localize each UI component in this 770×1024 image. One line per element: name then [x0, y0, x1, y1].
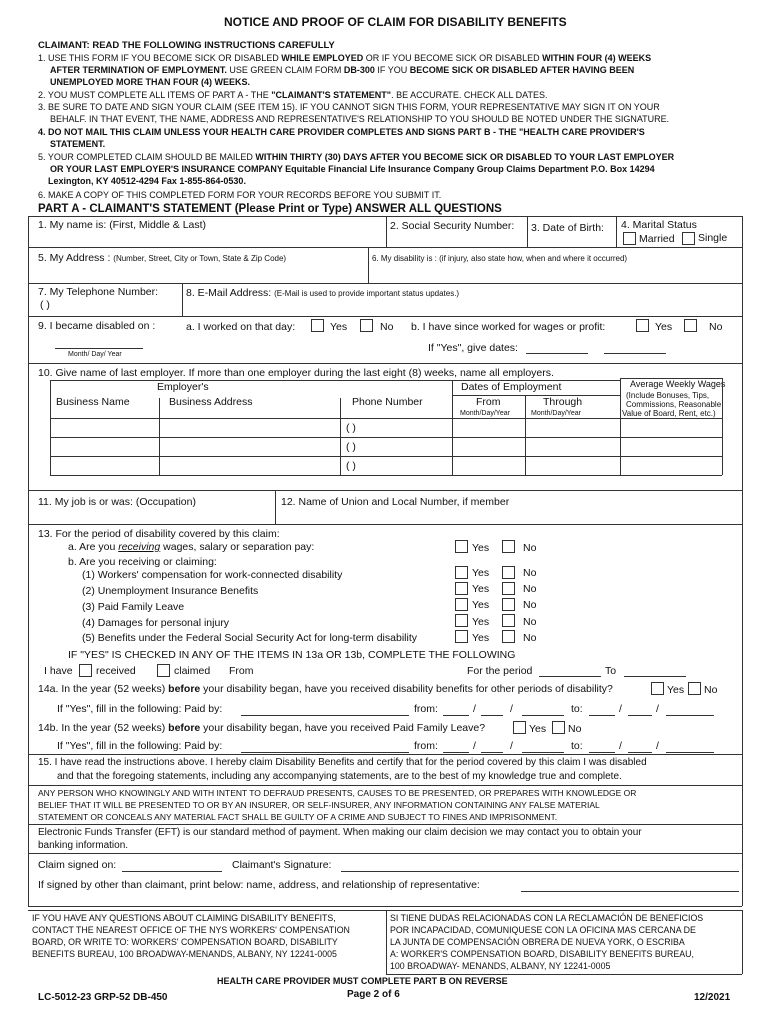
employers-header: Employer's [157, 381, 209, 393]
q9a-label: a. I worked on that day: [186, 321, 296, 333]
claim-signed-label: Claim signed on: [38, 859, 117, 871]
q13b4-label: (4) Damages for personal injury [82, 617, 230, 629]
divider [28, 785, 742, 786]
divider [50, 380, 51, 475]
q10-label: 10. Give name of last employer. If more than one employer during the last eight (8) weeks, name all employers. [38, 367, 554, 379]
border-right [742, 216, 743, 906]
period-underline [539, 676, 601, 677]
q9b-no-checkbox[interactable] [684, 319, 697, 332]
yes-label: Yes [529, 723, 547, 735]
q13b3-label: (3) Paid Family Leave [82, 601, 185, 613]
from-label: From [229, 665, 254, 677]
for-the-period: For the period [467, 665, 533, 677]
divider [28, 247, 742, 248]
no-label: No [523, 567, 537, 579]
phone-number-header: Phone Number [352, 396, 423, 408]
footer-en-3: BOARD, OR WRITE TO: WORKERS' COMPENSATION BOARD, DISABILITY [32, 937, 338, 947]
q1-label: 1. My name is: (First, Middle & Last) [38, 219, 207, 231]
signed-on-underline [122, 871, 222, 872]
divider [620, 378, 722, 379]
q13-if-yes: IF "YES" IS CHECKED IN ANY OF THE ITEMS IN 13a OR 13b, COMPLETE THE FOLLOWING [68, 649, 516, 661]
slash: / [656, 740, 659, 752]
slash: / [619, 740, 622, 752]
date-underline [589, 715, 615, 716]
single-checkbox[interactable] [682, 232, 695, 245]
divider [28, 316, 742, 317]
q13b5-yes-checkbox[interactable] [455, 630, 468, 643]
date-underline [443, 752, 469, 753]
slash: / [510, 740, 513, 752]
revision-date: 12/2021 [694, 992, 731, 1003]
phone-paren-1: ( ) [346, 422, 356, 434]
form-title: NOTICE AND PROOF OF CLAIM FOR DISABILITY BENEFITS [224, 15, 567, 29]
q9b-yes-label: Yes [655, 321, 673, 333]
q14b-label: 14b. In the year (52 weeks) before your disability began, have you received Paid Family Leave? [38, 722, 486, 734]
q13b5-label: (5) Benefits under the Federal Social Security Act for long-term disability [82, 632, 417, 644]
date-underline [522, 752, 564, 753]
q9a-no-checkbox[interactable] [360, 319, 373, 332]
instruction-4-cont: STATEMENT. [50, 139, 106, 149]
footer-en-4: BENEFITS BUREAU, 100 BROADWAY-MENANDS, ALBANY, NY 12241-0005 [32, 949, 337, 959]
no-label: No [523, 542, 537, 554]
footer-es-3: LA JUNTA DE COMPENSACIÓN OBRERA DE NUEVA YORK, O ESCRIBA [390, 937, 685, 947]
q14a-no-checkbox[interactable] [688, 682, 701, 695]
period-underline [624, 676, 686, 677]
q13-label: 13. For the period of disability covered by this claim: [38, 528, 280, 540]
divider [620, 378, 621, 475]
divider [28, 906, 742, 907]
instruction-6: 6. MAKE A COPY OF THIS COMPLETED FORM FOR YOUR RECORDS BEFORE YOU SUBMIT IT. [38, 190, 442, 200]
q8-label: 8. E-Mail Address: (E-Mail is used to provide important status updates.) [186, 287, 460, 299]
q13a-no-checkbox[interactable] [502, 540, 515, 553]
avg-wages-1: Average Weekly Wages [630, 379, 726, 389]
date-underline [628, 715, 652, 716]
name-input[interactable] [38, 232, 378, 245]
q14a-ifyes: If "Yes", fill in the following: Paid by: [57, 703, 223, 715]
divider [386, 974, 742, 975]
q2-label: 2. Social Security Number: [390, 220, 515, 232]
q14a-yes-checkbox[interactable] [651, 682, 664, 695]
married-label: Married [639, 233, 675, 245]
divider [275, 490, 276, 524]
fraud-warning-2: BELIEF THAT IT WILL BE PRESENTED TO OR BY AN INSURER, OR SELF-INSURER, ANY INFORMATION CONTAINING ANY FALSE MATERIAL [38, 800, 600, 810]
form-number: LC-5012-23 GRP-52 DB-450 [38, 992, 168, 1003]
q14b-ifyes: If "Yes", fill in the following: Paid by: [57, 740, 223, 752]
no-label: No [523, 583, 537, 595]
slash: / [473, 703, 476, 715]
paid-by-underline [241, 715, 409, 716]
no-label: No [523, 616, 537, 628]
q13b4-yes-checkbox[interactable] [455, 614, 468, 627]
date-underline [481, 752, 503, 753]
fraud-warning-1: ANY PERSON WHO KNOWINGLY AND WITH INTENT TO DEFRAUD PRESENTS, CAUSES TO BE PRESENTED, OR PREPARES WITH KNOWLEDGE OR [38, 788, 637, 798]
yes-label: Yes [472, 583, 490, 595]
claimed-checkbox[interactable] [157, 664, 170, 677]
q13b1-no-checkbox[interactable] [502, 566, 515, 579]
divider [616, 216, 617, 247]
q13b5-no-checkbox[interactable] [502, 630, 515, 643]
instruction-4: 4. DO NOT MAIL THIS CLAIM UNLESS YOUR HEALTH CARE PROVIDER COMPLETES AND SIGNS PART B - THE "HEALTH CARE PROVIDER'S [38, 127, 645, 137]
date-underline [443, 715, 469, 716]
footer-es-2: POR INCAPACIDAD, COMUNIQUESE CON LA OFICINA MAS CERCANA DE [390, 925, 696, 935]
date-underline [481, 715, 503, 716]
through-mdy: Month/Day/Year [531, 410, 581, 417]
instructions-header: CLAIMANT: READ THE FOLLOWING INSTRUCTIONS CAREFULLY [38, 40, 335, 51]
married-checkbox[interactable] [623, 232, 636, 245]
single-label: Single [698, 232, 728, 244]
divider [28, 363, 742, 364]
q15-line1: 15. I have read the instructions above. I hereby claim Disability Benefits and certify that for the period covered by this claim I was disabled [38, 757, 647, 768]
to-label: To [605, 665, 617, 677]
eft-line1: Electronic Funds Transfer (EFT) is our standard method of payment. When making our claim decision we may contact you to obtain your [38, 827, 642, 838]
q13a-yes-checkbox[interactable] [455, 540, 468, 553]
footer-es-4: A: WORKER'S COMPENSATION BOARD, DISABILITY BENEFITS BUREAU, [390, 949, 694, 959]
q13b1-label: (1) Workers' compensation for work-connected disability [82, 569, 343, 581]
date-underline [666, 715, 714, 716]
yes-label: Yes [472, 599, 490, 611]
if-signed-other: If signed by other than claimant, print below: name, address, and relationship of representative: [38, 879, 480, 891]
instruction-5-cont: OR YOUR LAST EMPLOYER'S INSURANCE COMPANY Equitable Financial Life Insurance Company Group Claims Department P.O. Box 14294 [50, 164, 655, 174]
instruction-5: 5. YOUR COMPLETED CLAIM SHOULD BE MAILED WITHIN THIRTY (30) DAYS AFTER YOU BECOME SICK OR DISABLED TO YOUR LAST EMPLOYER [38, 152, 675, 162]
i-have-label: I have [44, 665, 73, 677]
q13b2-no-checkbox[interactable] [502, 582, 515, 595]
business-address-header: Business Address [169, 396, 253, 408]
footer-en-1: IF YOU HAVE ANY QUESTIONS ABOUT CLAIMING DISABILITY BENEFITS, [32, 913, 336, 923]
q9-label: 9. I became disabled on : [38, 320, 156, 332]
signature-underline [341, 871, 739, 872]
from-mdy: Month/Day/Year [460, 410, 510, 417]
avg-wages-4: Value of Board, Rent, etc.) [622, 409, 716, 418]
hcp-notice: HEALTH CARE PROVIDER MUST COMPLETE PART B ON REVERSE [217, 976, 508, 986]
divider [722, 378, 723, 475]
date-underline [666, 752, 714, 753]
q13b2-label: (2) Unemployment Insurance Benefits [82, 585, 259, 597]
instruction-5-cont2: Lexington, KY 40512-4294 Fax 1-855-864-0530. [48, 176, 246, 186]
no-label: No [523, 599, 537, 611]
footer-es-1: SI TIENE DUDAS RELACIONADAS CON LA RECLAMACIÓN DE BENEFICIOS [390, 913, 704, 923]
to-label: to: [571, 703, 583, 715]
q14b-yes-checkbox[interactable] [513, 721, 526, 734]
slash: / [473, 740, 476, 752]
from-label: from: [414, 703, 438, 715]
from-header: From [476, 396, 501, 408]
q9a-yes-label: Yes [330, 321, 348, 333]
instruction-1-cont: AFTER TERMINATION OF EMPLOYMENT. USE GREEN CLAIM FORM DB-300 IF YOU BECOME SICK OR DISABLED AFTER HAVING BEEN [50, 65, 635, 75]
received-checkbox[interactable] [79, 664, 92, 677]
divider [28, 754, 742, 755]
from-label: from: [414, 740, 438, 752]
date-underline [55, 348, 143, 349]
divider [28, 216, 742, 217]
instruction-1: 1. USE THIS FORM IF YOU BECOME SICK OR DISABLED WHILE EMPLOYED OR IF YOU BECOME SICK OR DISABLED WITHIN FOUR (4) WEEKS [38, 53, 652, 63]
footer-en-2: CONTACT THE NEAREST OFFICE OF THE NYS WORKERS' COMPENSATION [32, 925, 350, 935]
paid-by-underline [241, 752, 409, 753]
through-header: Through [543, 396, 583, 408]
q15-line2: and that the foregoing statements, including any accompanying statements, are to the best of my knowledge true and complete. [57, 771, 622, 782]
q14b-no-checkbox[interactable] [552, 721, 565, 734]
divider [28, 910, 742, 911]
q13b1-yes-checkbox[interactable] [455, 566, 468, 579]
q9b-no-label: No [709, 321, 723, 333]
q9-ifyes: If "Yes", give dates: [428, 342, 518, 354]
table-row [50, 437, 722, 438]
q13b3-no-checkbox[interactable] [502, 598, 515, 611]
business-name-header: Business Name [56, 396, 130, 408]
q13b-label: b. Are you receiving or claiming: [68, 556, 217, 568]
avg-wages-3: Commissions, Reasonable [626, 400, 722, 409]
table-row [50, 456, 722, 457]
q13b3-yes-checkbox[interactable] [455, 598, 468, 611]
part-a-title: PART A - CLAIMANT'S STATEMENT (Please Print or Type) ANSWER ALL QUESTIONS [38, 203, 502, 215]
q13a-label: a. Are you receiving wages, salary or separation pay: [68, 541, 315, 553]
q3-label: 3. Date of Birth: [531, 222, 604, 234]
instruction-3: 3. BE SURE TO DATE AND SIGN YOUR CLAIM (SEE ITEM 15). IF YOU CANNOT SIGN THIS FORM, YOUR REPRESENTATIVE MAY SIGN IT ON YOUR [38, 102, 660, 112]
yes-label: Yes [472, 632, 490, 644]
claimant-signature-label: Claimant's Signature: [232, 859, 332, 871]
date-underline [522, 715, 564, 716]
yes-label: Yes [472, 616, 490, 628]
rep-underline [521, 891, 739, 892]
q14a-label: 14a. In the year (52 weeks) before your disability began, have you received disability benefits for other periods of disability? [38, 683, 613, 695]
divider [742, 910, 743, 974]
divider [159, 398, 160, 475]
divider [28, 283, 742, 284]
divider [182, 283, 183, 316]
instruction-3-cont: BEHALF. IN THAT EVENT, THE NAME, ADDRESS AND REPRESENTATIVE'S RELATIONSHIP TO YOU SHOULD BE NOTED UNDER THE SIGNATURE. [50, 114, 670, 124]
divider [452, 380, 453, 475]
divider [28, 824, 742, 825]
q7-label: 7. My Telephone Number: [38, 286, 159, 298]
divider [386, 910, 387, 974]
q12-label: 12. Name of Union and Local Number, if member [281, 496, 510, 508]
divider [386, 216, 387, 247]
divider [452, 395, 620, 396]
q9b-yes-checkbox[interactable] [636, 319, 649, 332]
no-label: No [704, 684, 718, 696]
q9a-yes-checkbox[interactable] [311, 319, 324, 332]
q5-label: 5. My Address : (Number, Street, City or Town, State & Zip Code) [38, 252, 287, 264]
avg-wages-2: (Include Bonuses, Tips, [626, 391, 710, 400]
divider [28, 490, 742, 491]
divider [50, 380, 320, 381]
q4-label: 4. Marital Status [621, 219, 697, 231]
divider [368, 247, 369, 283]
q7-paren: ( ) [40, 299, 50, 311]
page-number: Page 2 of 6 [347, 989, 400, 1000]
divider [28, 853, 742, 854]
eft-line2: banking information. [38, 840, 129, 851]
q9b-label: b. I have since worked for wages or profit: [411, 321, 606, 333]
date-underline [589, 752, 615, 753]
table-row [50, 418, 722, 419]
divider [320, 380, 620, 381]
table-row [50, 475, 722, 476]
date-underline [604, 353, 666, 354]
divider [525, 395, 526, 475]
q6-label: 6. My disability is : (if injury, also state how, when and where it occurred) [372, 254, 628, 263]
q9a-no-label: No [380, 321, 394, 333]
yes-label: Yes [472, 567, 490, 579]
fraud-warning-3: STATEMENT OR CONCEALS ANY MATERIAL FACT SHALL BE GUILTY OF A CRIME AND SUBJECT TO FINES AND IMPRISONMENT. [38, 812, 558, 822]
instruction-1-cont2: UNEMPLOYED MORE THAN FOUR (4) WEEKS. [50, 77, 251, 87]
to-label: to: [571, 740, 583, 752]
slash: / [619, 703, 622, 715]
divider [340, 398, 341, 475]
received-label: received [96, 665, 136, 677]
slash: / [510, 703, 513, 715]
footer-es-5: 100 BROADWAY- MENANDS, ALBANY, NY 12241-0005 [390, 961, 611, 971]
no-label: No [523, 632, 537, 644]
date-underline [526, 353, 588, 354]
slash: / [656, 703, 659, 715]
dates-employment-header: Dates of Employment [461, 381, 562, 393]
phone-paren-2: ( ) [346, 441, 356, 453]
yes-label: Yes [472, 542, 490, 554]
q13b2-yes-checkbox[interactable] [455, 582, 468, 595]
q11-label: 11. My job is or was: (Occupation) [38, 496, 196, 508]
date-underline [628, 752, 652, 753]
divider [527, 216, 528, 247]
phone-paren-3: ( ) [346, 460, 356, 472]
yes-label: Yes [667, 684, 685, 696]
q9-date-hint: Month/ Day/ Year [68, 351, 122, 358]
divider [28, 524, 742, 525]
q13b4-no-checkbox[interactable] [502, 614, 515, 627]
instruction-2: 2. YOU MUST COMPLETE ALL ITEMS OF PART A - THE "CLAIMANT'S STATEMENT". BE ACCURATE. CHECK ALL DATES. [38, 90, 548, 100]
no-label: No [568, 723, 582, 735]
claimed-label: claimed [174, 665, 211, 677]
border-left [28, 216, 29, 906]
